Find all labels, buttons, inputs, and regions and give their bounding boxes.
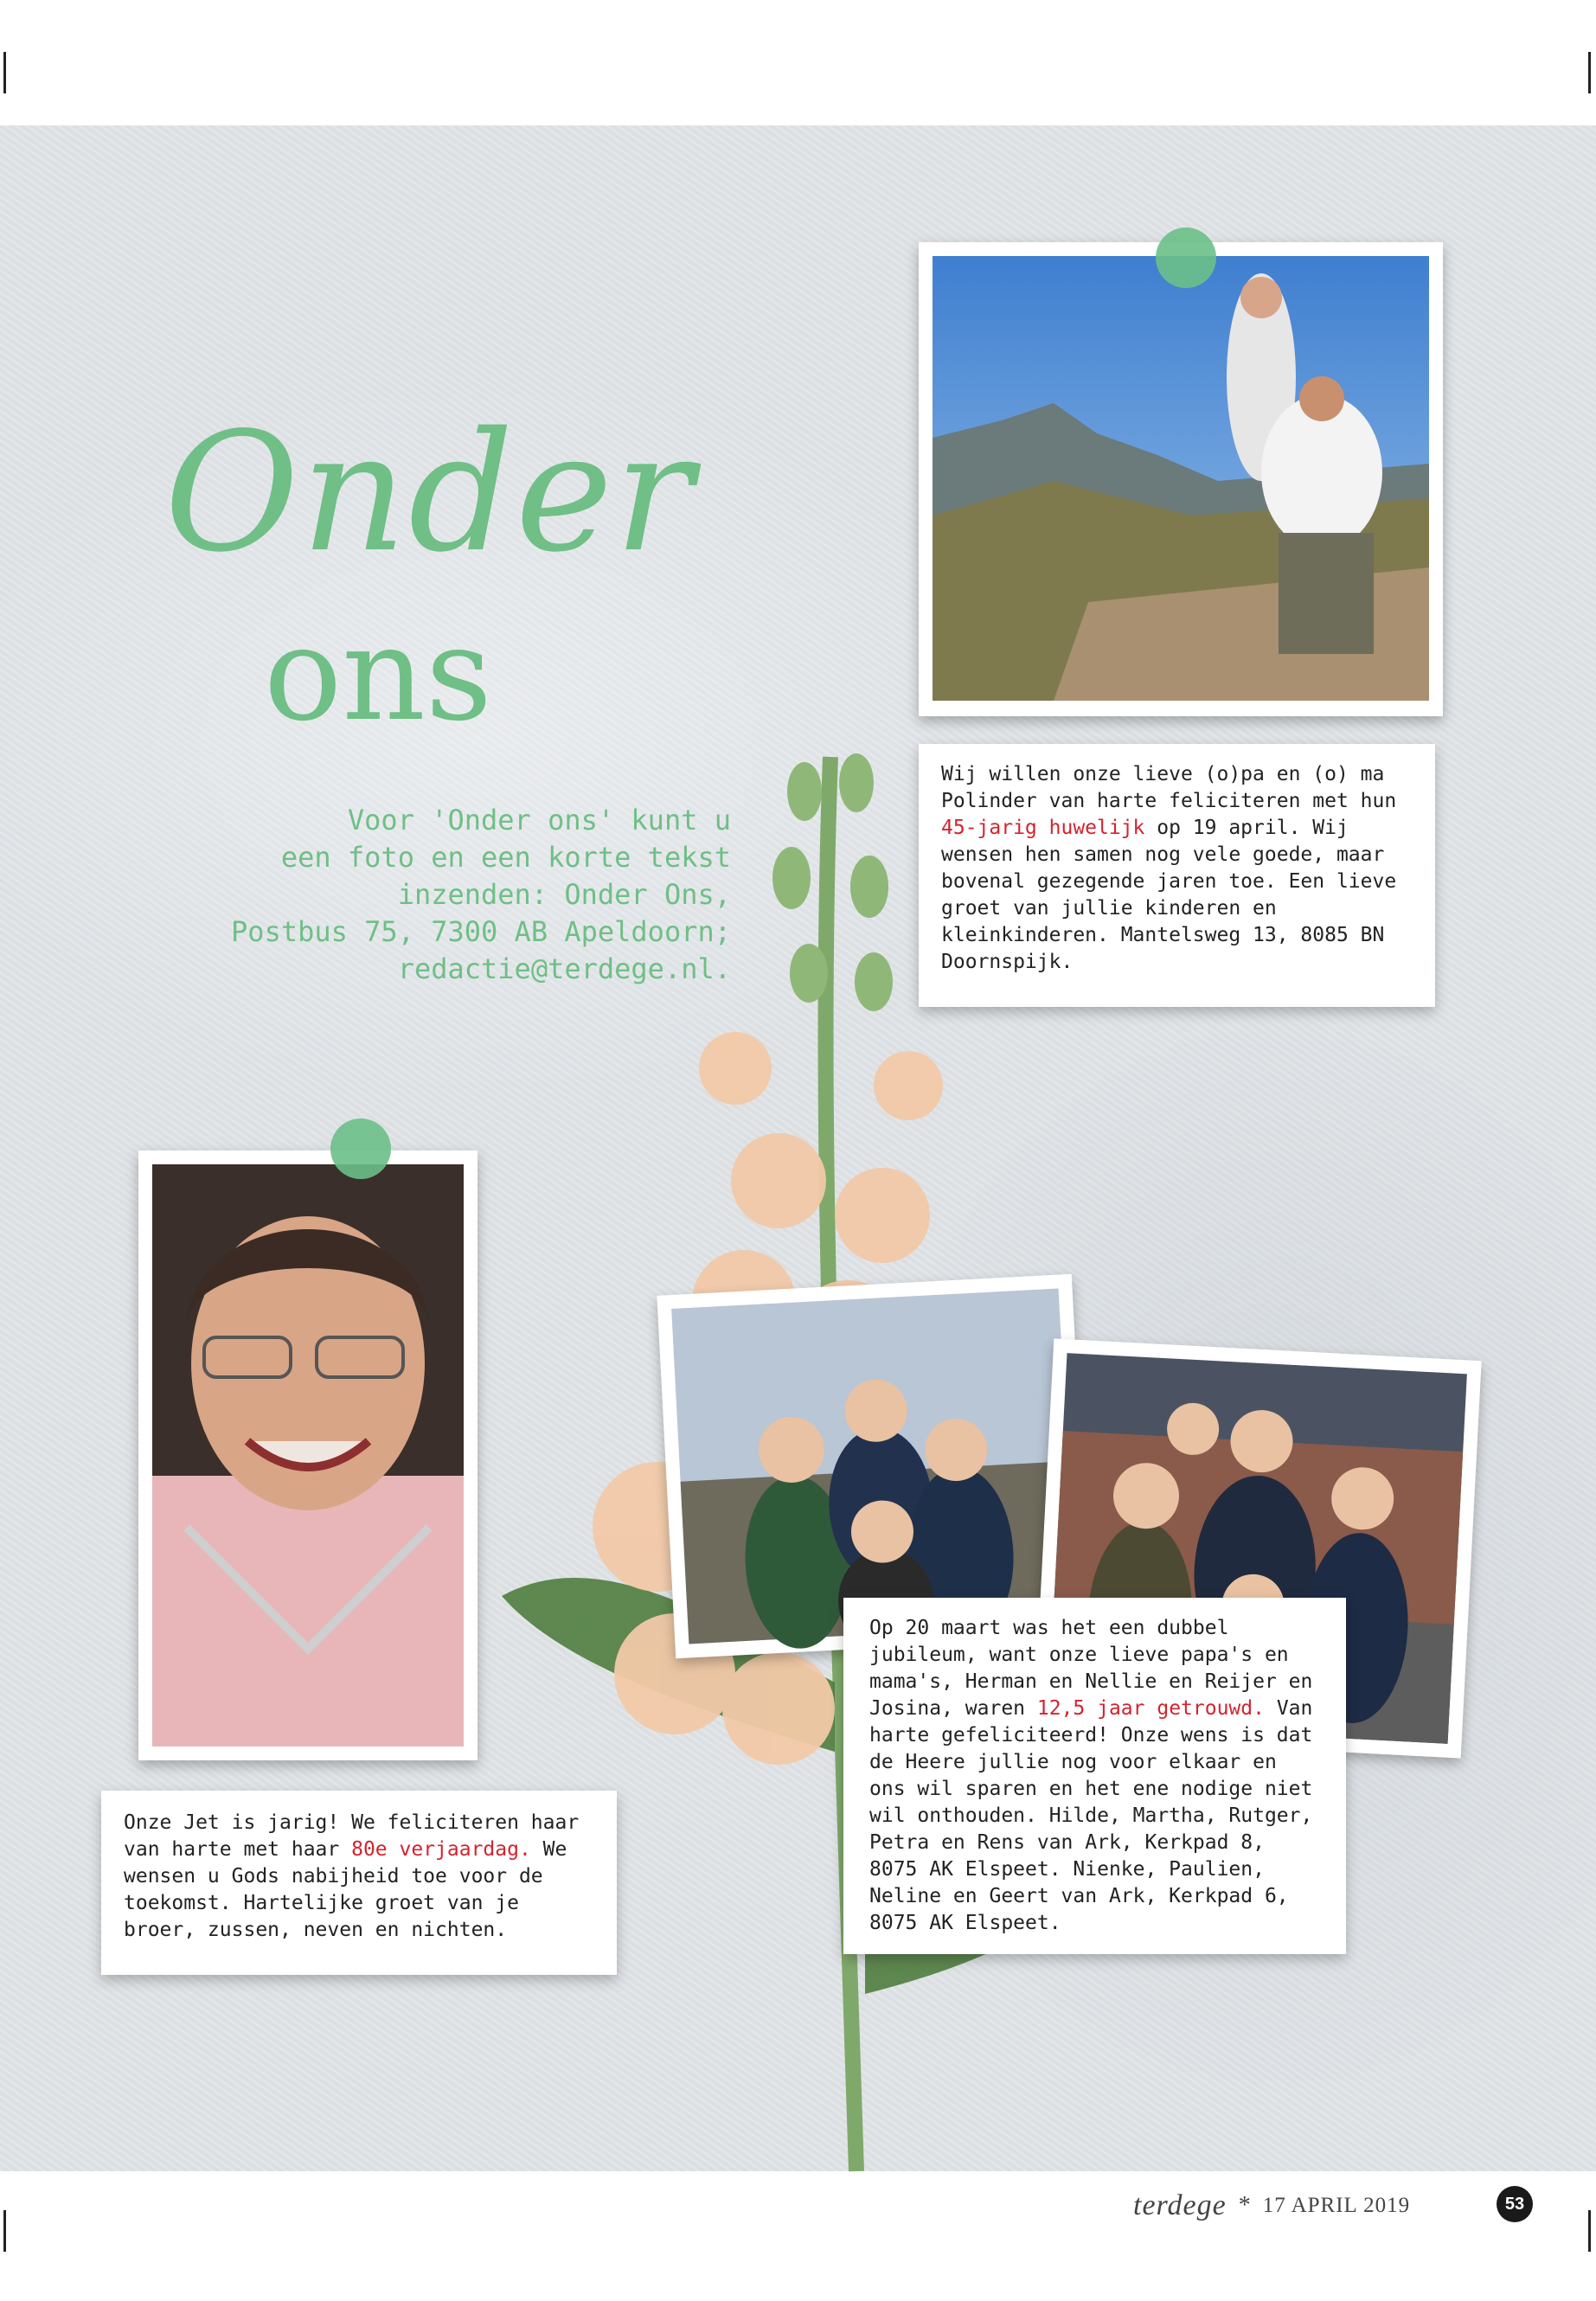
decorative-dot [1156, 228, 1216, 288]
page-sheet [0, 125, 1596, 2221]
message-highlight: 80e verjaardag. [351, 1838, 531, 1861]
message-text: Van harte gefeliciteerd! Onze wens is dat de Heere jullie nog voor elkaar en ons wil sparen en het ene nodige niet wil onthouden. Hilde, Martha, Rutger, Petra en Rens van Ark, Kerkpad 8, 8075 AK Elspeet. Nienke, Paulien, Neline en Geert van Ark, Kerkpad 6, 8075 AK Elspeet. [869, 1697, 1313, 1934]
message-highlight: 12,5 jaar getrouwd. [1036, 1697, 1265, 1720]
message-text: Onze Jet is jarig! We feliciteren haar van harte met haar [124, 1811, 580, 1861]
page-footer [1133, 2189, 1410, 2223]
issue-date: 17 APRIL 2019 [1262, 2194, 1411, 2217]
vanark-caption [843, 1598, 1346, 1954]
jet-caption [101, 1791, 617, 1975]
intro-line: Postbus 75, 7300 AB Apeldoorn; [231, 915, 731, 948]
polinder-message [941, 761, 1413, 976]
decorative-dot [330, 1118, 391, 1179]
mountain-hikers-image [933, 256, 1429, 701]
children-group-image [671, 1289, 1076, 1644]
title-onder: Onder [164, 397, 695, 588]
page-number: 53 [1497, 2186, 1533, 2222]
crop-mark [1588, 2210, 1591, 2252]
separator-icon: * [1238, 2192, 1251, 2219]
children-photo-left [671, 1289, 1076, 1644]
message-text: Wij willen onze lieve (o)pa en (o) ma Polinder van harte feliciteren met hun [941, 763, 1397, 812]
message-text: op 19 april. Wij wensen hen samen nog vele goede, maar bovenal gezegende jaren toe. Een lieve groet van jullie kinderen en kleinkinderen. Mantelsweg 13, 8085 BN Doornspijk. [941, 817, 1397, 973]
jet-photo-frame [138, 1150, 478, 1760]
intro-line: Voor 'Onder ons' kunt u [347, 804, 731, 836]
intro-line: inzenden: Onder Ons, [397, 878, 731, 911]
intro-text [130, 802, 731, 988]
message-text: Op 20 maart was het een dubbel jubileum, want onze lieve papa's en mama's, Herman en Nellie en Reijer en Josina, waren [869, 1617, 1313, 1720]
jet-message [124, 1810, 594, 1944]
magazine-logo: terdege [1133, 2189, 1227, 2221]
elderly-woman-portrait [152, 1164, 464, 1747]
crop-mark [3, 2210, 6, 2252]
message-highlight: 45-jarig huwelijk [941, 817, 1145, 839]
crop-mark [1588, 52, 1591, 93]
polinder-caption [919, 744, 1435, 1007]
vanark-message [869, 1615, 1320, 1937]
polinder-photo [933, 256, 1429, 701]
jet-photo [152, 1164, 464, 1747]
crop-mark [3, 52, 6, 93]
polinder-photo-frame [919, 242, 1443, 716]
intro-line: redactie@terdege.nl. [397, 952, 731, 985]
title-ons: ons [264, 599, 492, 750]
message-text: We wensen u Gods nabijheid toe voor de toekomst. Hartelijke groet van je broer, zussen, neven en nichten. [124, 1838, 567, 1941]
intro-line: een foto en een korte tekst [280, 841, 731, 874]
